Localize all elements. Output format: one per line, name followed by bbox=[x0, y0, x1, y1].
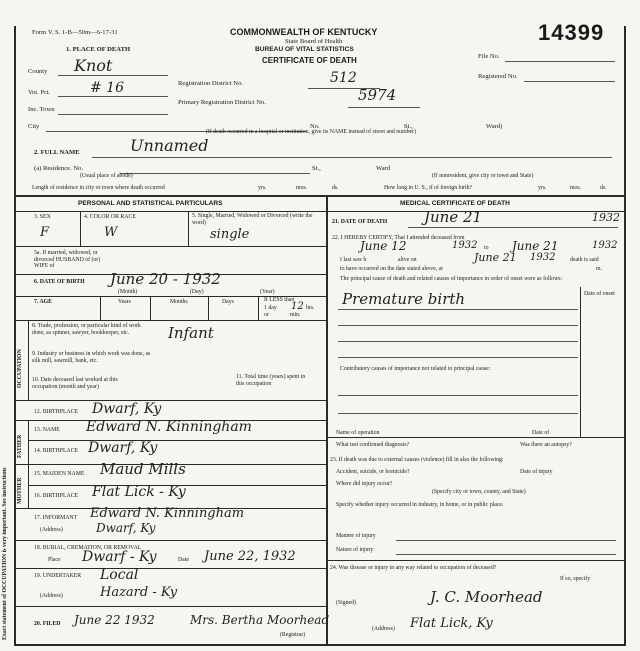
total-time-label: 11. Total time (years) spent in this occupation bbox=[236, 374, 306, 387]
full-name-value: Unnamed bbox=[130, 136, 209, 155]
nature-label: Nature of injury bbox=[336, 547, 374, 553]
marital-value: single bbox=[210, 227, 250, 242]
operation-label: Name of operation bbox=[336, 430, 380, 436]
dob-year: (Year) bbox=[260, 289, 275, 295]
left-border bbox=[14, 26, 16, 646]
reg-district-value: 512 bbox=[330, 70, 357, 86]
industry-label: 9. Industry or business in which work was done, as silk mill, sawmill, bank, etc. bbox=[32, 351, 151, 364]
autopsy-label: Was there an autopsy? bbox=[520, 442, 572, 448]
bureau-name: BUREAU OF VITAL STATISTICS bbox=[255, 46, 354, 53]
attended-from: June 12 bbox=[360, 239, 407, 253]
reg-district-label: Registration District No. bbox=[178, 80, 244, 87]
age-label: 7. AGE bbox=[34, 299, 53, 305]
external-label: 23. If death was due to external causes (violence) fill in also the following: bbox=[330, 457, 504, 463]
undertaker-address-label: (Address) bbox=[40, 593, 63, 599]
father-side-label: FATHER bbox=[17, 434, 23, 458]
file-no-label: File No. bbox=[478, 53, 500, 60]
father-birthplace-label: 14. BIRTHPLACE bbox=[34, 448, 79, 454]
length-mos: mos. bbox=[296, 185, 308, 191]
attended-to-label: to bbox=[484, 245, 489, 251]
filed-value: June 22 1932 bbox=[74, 613, 155, 627]
right-border bbox=[624, 26, 626, 646]
color-label: 4. COLOR OR RACE bbox=[84, 214, 136, 220]
dob-label: 6. DATE OF BIRTH bbox=[34, 279, 85, 285]
age-hrs-label: hrs. bbox=[306, 305, 315, 311]
usual-place-note: (Usual place of abode) bbox=[80, 173, 133, 179]
city-no-label: No. bbox=[310, 123, 320, 130]
age-or: or bbox=[264, 312, 269, 318]
county-value: Knot bbox=[74, 56, 113, 75]
us-yrs: yrs. bbox=[538, 185, 547, 191]
attended-to: June 21 bbox=[512, 239, 559, 253]
date-death-label: 21. DATE OF DEATH bbox=[332, 219, 388, 225]
primary-reg-value: 5974 bbox=[358, 86, 397, 104]
city-st-label: St., bbox=[404, 123, 413, 130]
inc-town-label: Inc. Town bbox=[28, 106, 55, 113]
margin-instructions: Exact statement of OCCUPATION is very important. See instructions bbox=[2, 467, 8, 640]
burial-place-value: Dwarf - Ky bbox=[82, 549, 157, 565]
mother-maiden-value: Maud Mills bbox=[100, 460, 186, 478]
center-divider bbox=[326, 195, 328, 646]
age-months: Months bbox=[170, 299, 188, 305]
dob-month: (Month) bbox=[118, 289, 138, 295]
trade-label: 8. Trade, profession, or particular kind of work done, as spinner, sawyer, bookkeeper, etc. bbox=[32, 323, 141, 336]
occupation-disease-label: 24. Was disease or injury in any way related to occupation of deceased? bbox=[330, 565, 497, 571]
burial-place-label: Place bbox=[48, 557, 61, 563]
vot-pct-label: Vot. Pct. bbox=[28, 89, 51, 96]
informant-address-label: (Address) bbox=[40, 527, 63, 533]
age-one-day: 1 day bbox=[264, 305, 277, 311]
informant-value: Edward N. Kinningham bbox=[90, 506, 245, 521]
principal-cause-label: The principal cause of death and related causes of importance in order of onset were as follows: bbox=[340, 276, 563, 282]
age-years: Years bbox=[118, 299, 131, 305]
attended-from-year: 1932 bbox=[452, 240, 478, 251]
date-death-value: June 21 bbox=[424, 208, 483, 226]
sex-label: 3. SEX bbox=[34, 214, 51, 220]
marital-label: 5. Single, Married, Widowed or Divorced (write the word) bbox=[192, 213, 313, 226]
dob-value: June 20 - 1932 bbox=[110, 270, 221, 288]
commonwealth-title: COMMONWEALTH OF KENTUCKY bbox=[230, 27, 378, 37]
hospital-note: (If death occurred in a hospital or institution, give its NAME instead of street and number) bbox=[206, 129, 416, 135]
burial-label: 18. BURIAL, CREMATION, OR REMOVAL bbox=[34, 545, 142, 551]
occurred-line: to have occurred on the date stated above, at bbox=[340, 266, 443, 272]
registrar-value: Mrs. Bertha Moorhead bbox=[190, 613, 330, 627]
length-yrs: yrs. bbox=[258, 185, 267, 191]
undertaker-label: 19. UNDERTAKER bbox=[34, 573, 82, 579]
medical-heading: MEDICAL CERTIFICATE OF DEATH bbox=[400, 200, 510, 207]
m-label: m. bbox=[596, 266, 602, 272]
full-name-label: 2. FULL NAME bbox=[34, 149, 80, 156]
place-of-death-heading: 1. PLACE OF DEATH bbox=[66, 46, 131, 53]
filed-label: 20. FILED bbox=[34, 621, 61, 627]
undertaker-address-value: Hazard - Ky bbox=[100, 585, 178, 600]
mother-side-label: MOTHER bbox=[17, 477, 23, 504]
informant-label: 17. INFORMANT bbox=[34, 515, 78, 521]
residence-label: (a) Residence. No. bbox=[34, 165, 84, 172]
personal-heading: PERSONAL AND STATISTICAL PARTICULARS bbox=[78, 200, 223, 207]
where-injury-note: (Specify city or town, county, and State) bbox=[432, 489, 526, 495]
manner-label: Manner of injury bbox=[336, 533, 376, 539]
age-hrs-value: 12 bbox=[291, 301, 304, 312]
contributory-label: Contributory causes of importance not related to principal cause: bbox=[340, 366, 491, 372]
injury-date-label: Date of injury bbox=[520, 469, 553, 475]
city-label: City bbox=[28, 123, 40, 130]
alive-on-label: alive on bbox=[398, 257, 417, 263]
registered-no-label: Registered No. bbox=[478, 73, 518, 80]
birthplace-label: 12. BIRTHPLACE bbox=[34, 409, 79, 415]
burial-date-label: Date bbox=[178, 557, 189, 563]
cause-value: Premature birth bbox=[342, 290, 466, 308]
sex-value: F bbox=[40, 225, 50, 240]
primary-reg-label: Primary Registration District No. bbox=[178, 99, 266, 106]
if-so-label: If so, specify bbox=[560, 576, 591, 582]
county-label: County bbox=[28, 68, 48, 75]
father-birthplace-value: Dwarf, Ky bbox=[88, 440, 158, 456]
last-saw-value: June 21 bbox=[474, 251, 517, 264]
color-value: W bbox=[104, 225, 118, 240]
occupation-side-label: OCCUPATION bbox=[17, 349, 23, 388]
us-mos: mos. bbox=[570, 185, 582, 191]
mother-maiden-label: 15. MAIDEN NAME bbox=[34, 471, 85, 477]
document-title: CERTIFICATE OF DEATH bbox=[262, 56, 357, 65]
age-min: min. bbox=[290, 312, 301, 318]
test-label: What test confirmed diagnosis? bbox=[336, 442, 410, 448]
residence-ward-label: Ward bbox=[376, 165, 391, 172]
death-said-label: death is said bbox=[570, 257, 599, 263]
city-ward-label: Ward) bbox=[486, 123, 503, 130]
length-ds: ds. bbox=[332, 185, 339, 191]
last-worked-label: 10. Date deceased last worked at this occupation (month and year) bbox=[32, 377, 118, 390]
address-label: (Address) bbox=[372, 626, 395, 632]
mother-birthplace-value: Flat Lick - Ky bbox=[92, 484, 186, 500]
age-days: Days bbox=[222, 299, 234, 305]
form-code: Form V. S. 1-B—50m—6-17-31 bbox=[32, 29, 118, 36]
attended-to-year: 1932 bbox=[592, 240, 618, 251]
last-saw-year: 1932 bbox=[530, 252, 556, 263]
length-residence-label: Length of residence in city or town where death occurred bbox=[32, 185, 165, 191]
specify-label: Specify whether injury occurred in industry, in home, or in public place. bbox=[336, 502, 504, 508]
signed-value: J. C. Moorhead bbox=[430, 588, 543, 606]
father-name-value: Edward N. Kinningham bbox=[86, 419, 252, 435]
vot-pct-value: # 16 bbox=[90, 80, 124, 96]
date-onset-label: Date of onset bbox=[584, 291, 615, 297]
father-name-label: 13. NAME bbox=[34, 427, 60, 433]
where-injury-label: Where did injury occur? bbox=[336, 481, 393, 487]
dob-day: (Day) bbox=[190, 289, 204, 295]
age-if-less: If LESS than bbox=[264, 297, 295, 303]
accident-label: Accident, suicide, or homicide? bbox=[336, 469, 410, 475]
birthplace-value: Dwarf, Ky bbox=[92, 401, 162, 417]
certificate-number: 14399 bbox=[538, 20, 605, 45]
date-death-year: 1932 bbox=[592, 211, 620, 224]
residence-st-label: St., bbox=[312, 165, 321, 172]
spouse-label: 5a. If married, widowed, or divorced HUSBAND of (or) WIFE of bbox=[34, 250, 101, 270]
trade-value: Infant bbox=[168, 324, 214, 342]
registrar-label: (Registrar) bbox=[280, 632, 306, 638]
nonresident-note: (If nonresident, give city or town and State) bbox=[432, 173, 534, 179]
signed-label: (Signed) bbox=[336, 600, 356, 606]
operation-date-label: Date of bbox=[532, 430, 550, 436]
last-saw-label: I last saw h bbox=[340, 257, 367, 263]
board-name: State Board of Health bbox=[285, 38, 343, 45]
informant-address-value: Dwarf, Ky bbox=[96, 521, 156, 535]
us-ds: ds. bbox=[600, 185, 607, 191]
mother-birthplace-label: 16. BIRTHPLACE bbox=[34, 493, 79, 499]
certify-label: 22. I HEREBY CERTIFY, That I attended deceased from bbox=[332, 235, 465, 241]
how-long-us-label: How long in U. S., if of foreign birth? bbox=[384, 185, 473, 191]
address-value: Flat Lick, Ky bbox=[410, 616, 493, 631]
burial-date-value: June 22, 1932 bbox=[204, 549, 296, 564]
undertaker-value: Local bbox=[100, 567, 139, 583]
